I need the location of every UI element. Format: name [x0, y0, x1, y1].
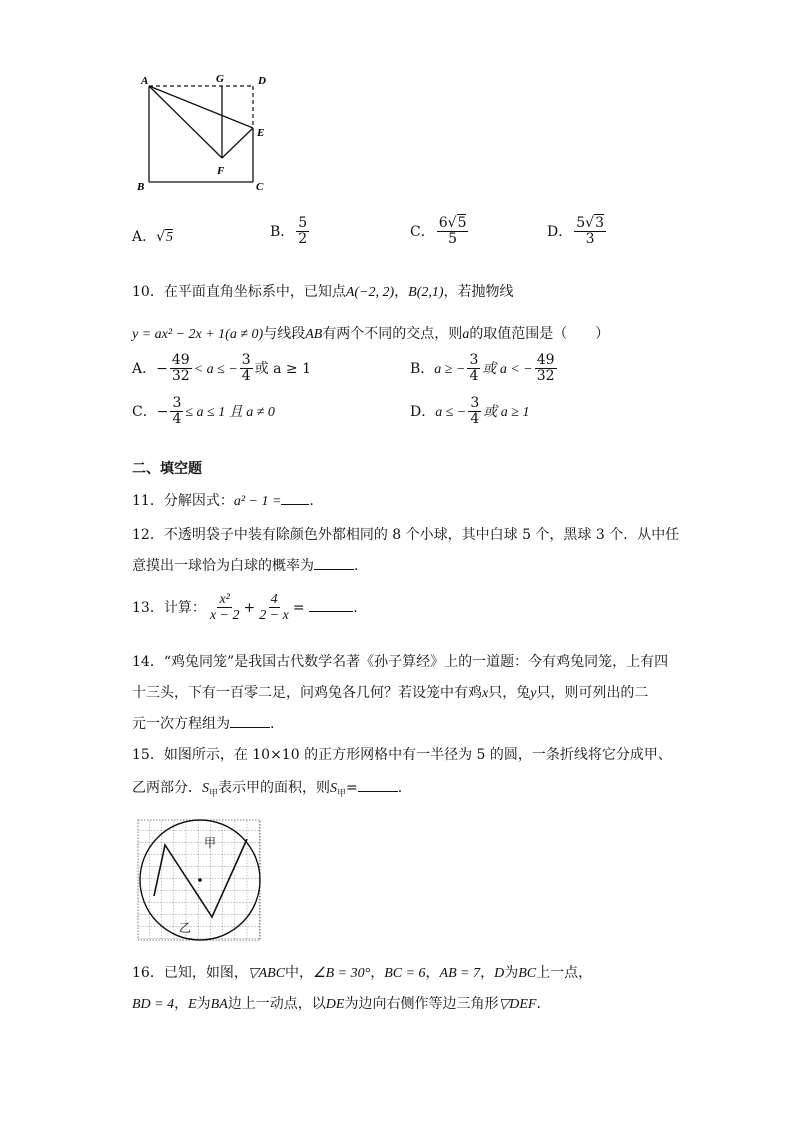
label-g: G [216, 73, 224, 85]
radicand: 5 [166, 230, 174, 245]
q10-option-d[interactable]: D．a ≤ − $\frac{3}{4}$ 或 a ≥ 1 [410, 395, 530, 428]
q15-line1: 15．如图所示，在 10×10 的正方形网格中有一半径为 5 的圆，一条折线将它分成甲、 [132, 747, 672, 763]
q12-line2: 意摸出一球恰为白球的概率为 . [132, 558, 359, 574]
q10-line1: 10．在平面直角坐标系中，已知点A(−2, 2)，B(2,1)，若抛物线 [132, 284, 514, 300]
q10-line2: y = ax² − 2x + 1(a ≠ 0)与线段AB有两个不同的交点，则a的取值范围是（ ） [132, 326, 610, 342]
fraction: $\frac{6√5}{5}$ [438, 215, 467, 248]
answer-blank[interactable] [281, 504, 309, 505]
label-a: A [141, 75, 149, 87]
option-label: C． [410, 223, 435, 240]
q9-option-d[interactable] [547, 216, 608, 248]
label-e: E [257, 127, 265, 139]
answer-blank[interactable] [358, 791, 398, 792]
q14-line2: 十三头，下有一百零二足，问鸡兔各几何？若设笼中有鸡x只，兔y只，则可列出的二 [132, 685, 649, 701]
label-yi: 乙 [179, 921, 192, 935]
q14-line3: 元一次方程组为 . [132, 716, 275, 732]
q14-line1: 14．“鸡兔同笼”是我国古代数学名著《孙子算经》上的一道题：今有鸡兔同笼，上有四 [132, 654, 669, 670]
q13: 13．计算： $\frac{\text{x²}}{x - 2}$ + $\frac{4}{2 - x}$ = . [132, 592, 358, 624]
label-f: F [217, 165, 225, 177]
answer-blank[interactable] [309, 611, 353, 612]
answer-blank[interactable] [230, 727, 270, 728]
option-label: D． [547, 223, 573, 240]
label-jia: 甲 [204, 836, 217, 850]
option-label: B． [270, 223, 295, 240]
q9-option-c[interactable] [410, 216, 470, 248]
sqrt-expr: √5 [156, 229, 174, 245]
q9-option-a[interactable] [132, 226, 173, 246]
fraction: $\frac{5}{2}$ [298, 215, 308, 248]
rectangle-fold-figure [132, 70, 282, 195]
circle-grid-figure [137, 818, 265, 942]
label-d: D [258, 75, 266, 87]
q9-option-b[interactable] [270, 216, 311, 248]
q11: 11．分解因式：a² − 1 = . [132, 493, 314, 509]
q12-line1: 12．不透明袋子中装有除颜色外都相同的 8 个小球，其中白球 5 个，黑球 3 个．从中任 [132, 527, 680, 543]
q16-line2: BD = 4，E为BA边上一动点，以DE为边向右侧作等边三角形▽DEF. [132, 996, 541, 1012]
q16-line1: 16．已知，如图，▽ABC中，∠B = 30°，BC = 6，AB = 7，D为BC上一点， [132, 965, 593, 981]
section-title: 二、填空题 [132, 461, 202, 477]
q10-option-a[interactable]: A．− $\frac{49}{32}$ < a ≤ − $\frac{3}{4}$ 或 a ≥ 1 [132, 352, 312, 385]
label-c: C [256, 181, 264, 193]
q10-option-c[interactable]: C．− $\frac{3}{4}$ ≤ a ≤ 1 且 a ≠ 0 [132, 395, 275, 428]
option-label: A． [132, 229, 157, 245]
answer-blank[interactable] [314, 569, 354, 570]
q10-option-b[interactable]: B．a ≥ − $\frac{3}{4}$ 或 a < − $\frac{49}{32}$ [410, 352, 555, 385]
q15-line2: 乙两部分．$S_甲$表示甲的面积，则$S_甲=$ . [132, 780, 403, 799]
fraction: $\frac{5√3}{3}$ [576, 215, 604, 248]
label-b: B [137, 181, 145, 193]
